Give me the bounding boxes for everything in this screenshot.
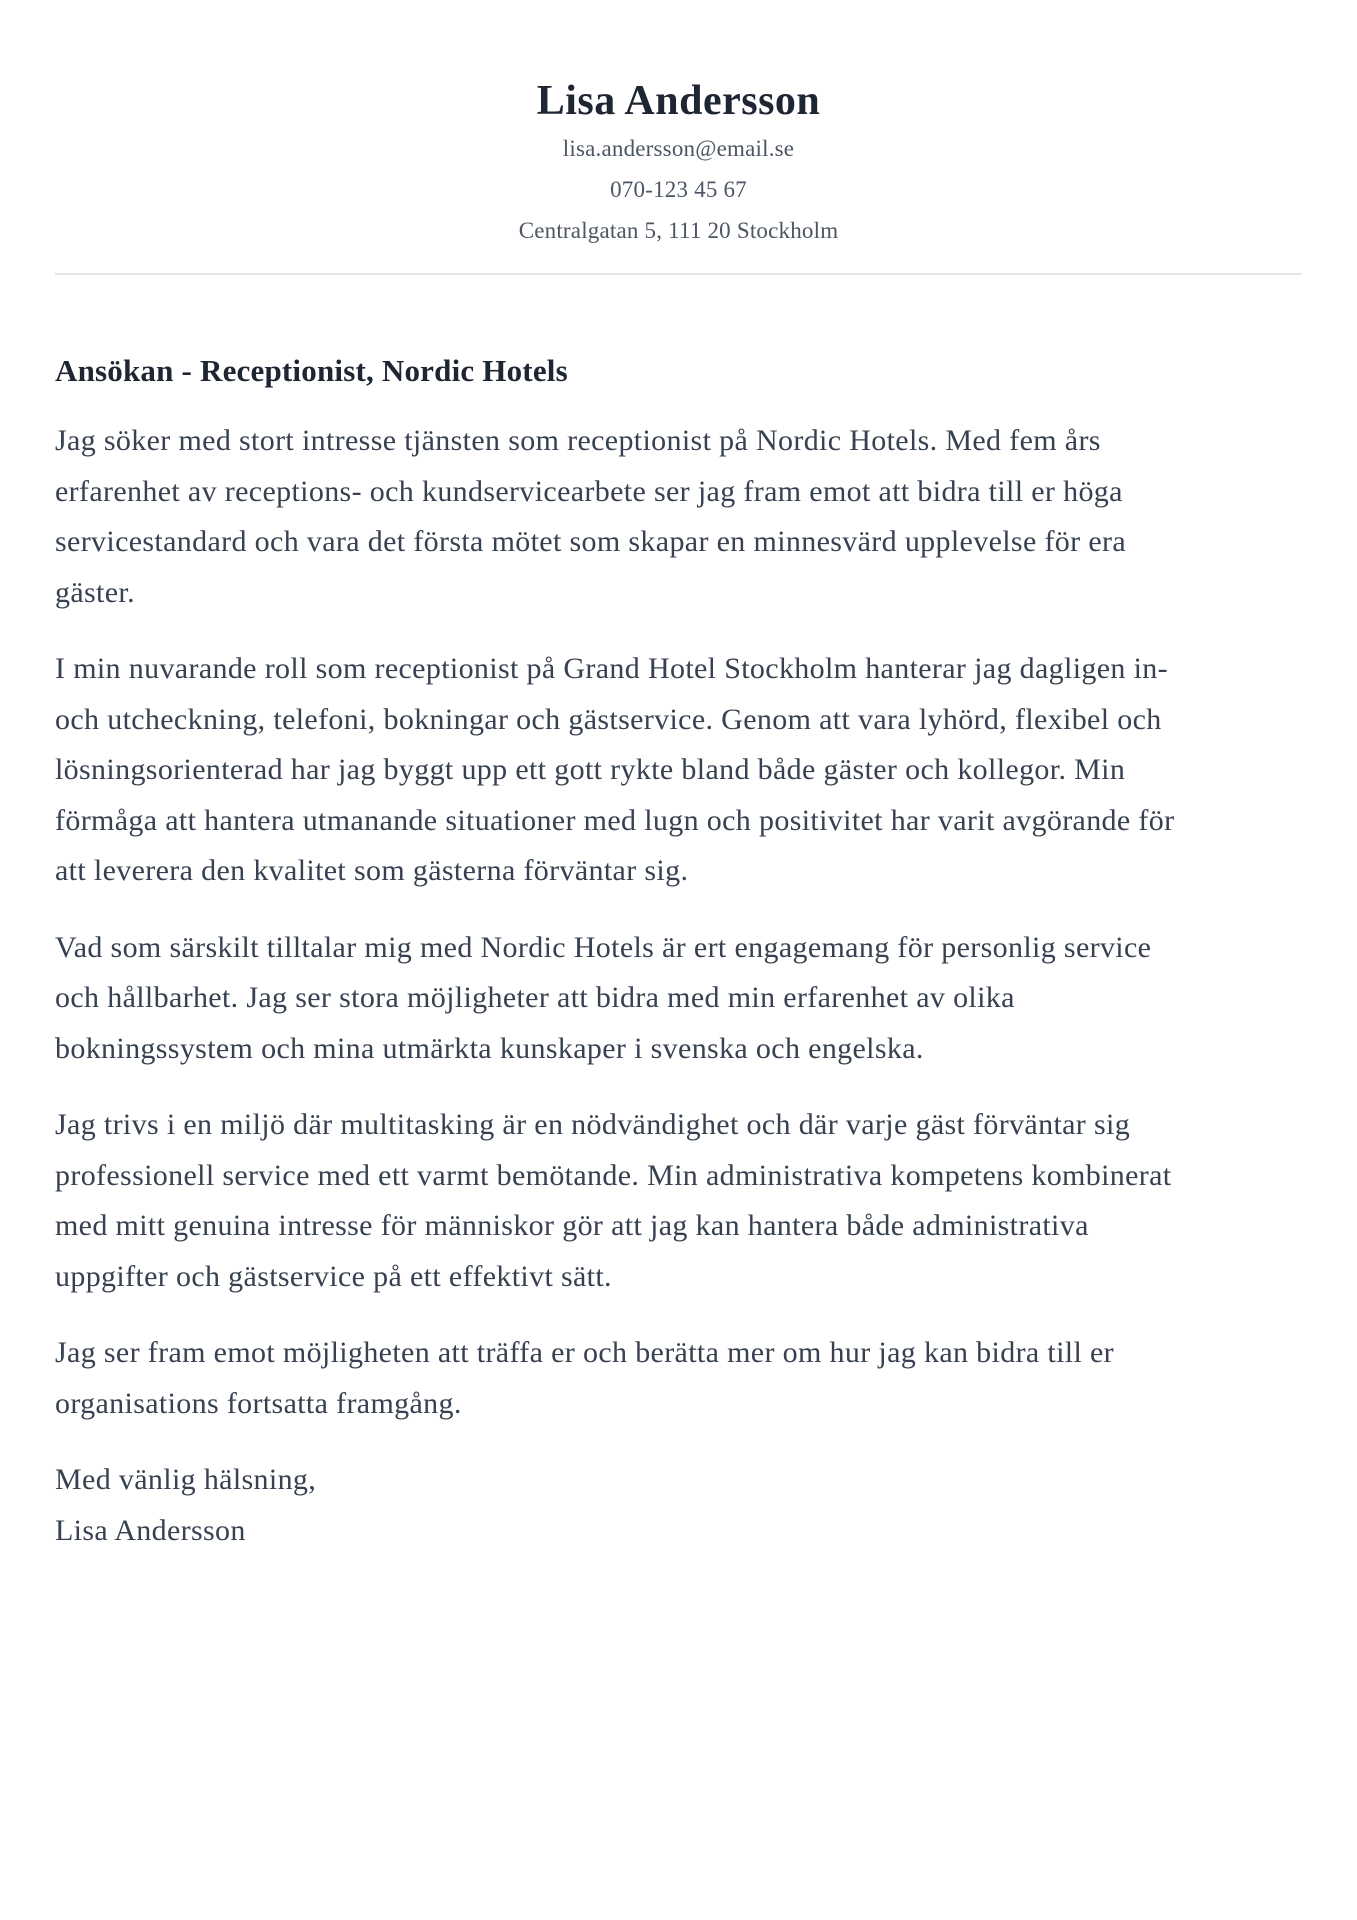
text-line: servicestandard och vara det första mötet som skapar en minnesvärd upplevelse för era	[55, 525, 1127, 558]
text-line: Vad som särskilt tilltalar mig med Nordic Hotels är ert engagemang för personlig service	[55, 930, 1152, 964]
closing-signature: Lisa Andersson	[55, 1513, 246, 1547]
text-line: förmåga att hantera utmanande situationer med lugn och positivitet har varit avgörande för	[55, 803, 1175, 837]
letter-body	[55, 416, 1302, 1556]
header-divider	[55, 273, 1302, 275]
paragraph-motivation	[55, 923, 1302, 1075]
paragraph-intro	[55, 416, 1302, 618]
applicant-email: lisa.andersson@email.se	[562, 136, 795, 161]
text-line: professionell service med ett varmt bemötande. Min administrativa kompetens kombinerat	[55, 1158, 1172, 1192]
text-line: och hållbarhet. Jag ser stora möjligheter att bidra med min erfarenhet av olika	[55, 981, 1015, 1014]
text-line: och utcheckning, telefoni, bokningar och gästservice. Genom att vara lyhörd, flexibel och	[55, 702, 1162, 736]
text-line: I min nuvarande roll som receptionist på Grand Hotel Stockholm hanterar jag dagligen in-	[55, 652, 1168, 685]
text-line: erfarenhet av receptions- och kundservicearbete ser jag fram emot att bidra till er höga	[55, 474, 1123, 508]
text-line: uppgifter och gästservice på ett effektivt sätt.	[55, 1259, 612, 1293]
applicant-phone: 070-123 45 67	[610, 177, 747, 202]
text-line: lösningsorienterad har jag byggt upp ett gott rykte bland både gäster och kollegor. Min	[55, 753, 1126, 786]
text-line: med mitt genuina intresse för människor gör att jag kan hantera både administrativa	[55, 1209, 1089, 1242]
paragraph-conclusion	[55, 1328, 1302, 1429]
text-line: gäster.	[55, 575, 135, 609]
text-line: att leverera den kvalitet som gästerna förväntar sig.	[55, 854, 689, 887]
text-line: Jag söker med stort intresse tjänsten som receptionist på Nordic Hotels. Med fem års	[55, 424, 1101, 457]
text-line: bokningssystem och mina utmärkta kunskaper i svenska och engelska.	[55, 1031, 924, 1065]
letter-header	[55, 0, 1302, 251]
text-line: Jag trivs i en miljö där multitasking är en nödvändighet och där varje gäst förväntar sig	[55, 1108, 1131, 1141]
paragraph-skills	[55, 1100, 1302, 1302]
letter-closing	[55, 1455, 1302, 1556]
applicant-name: Lisa Andersson	[536, 78, 821, 124]
text-line: organisations fortsatta framgång.	[55, 1386, 462, 1420]
paragraph-experience	[55, 644, 1302, 897]
cover-letter-page	[55, 0, 1302, 1556]
text-line: Jag ser fram emot möjligheten att träffa er och berätta mer om hur jag kan bidra till er	[55, 1336, 1115, 1369]
applicant-address: Centralgatan 5, 111 20 Stockholm	[518, 218, 839, 243]
letter-subject: Ansökan - Receptionist, Nordic Hotels	[55, 353, 568, 388]
closing-salutation: Med vänlig hälsning,	[55, 1463, 317, 1496]
